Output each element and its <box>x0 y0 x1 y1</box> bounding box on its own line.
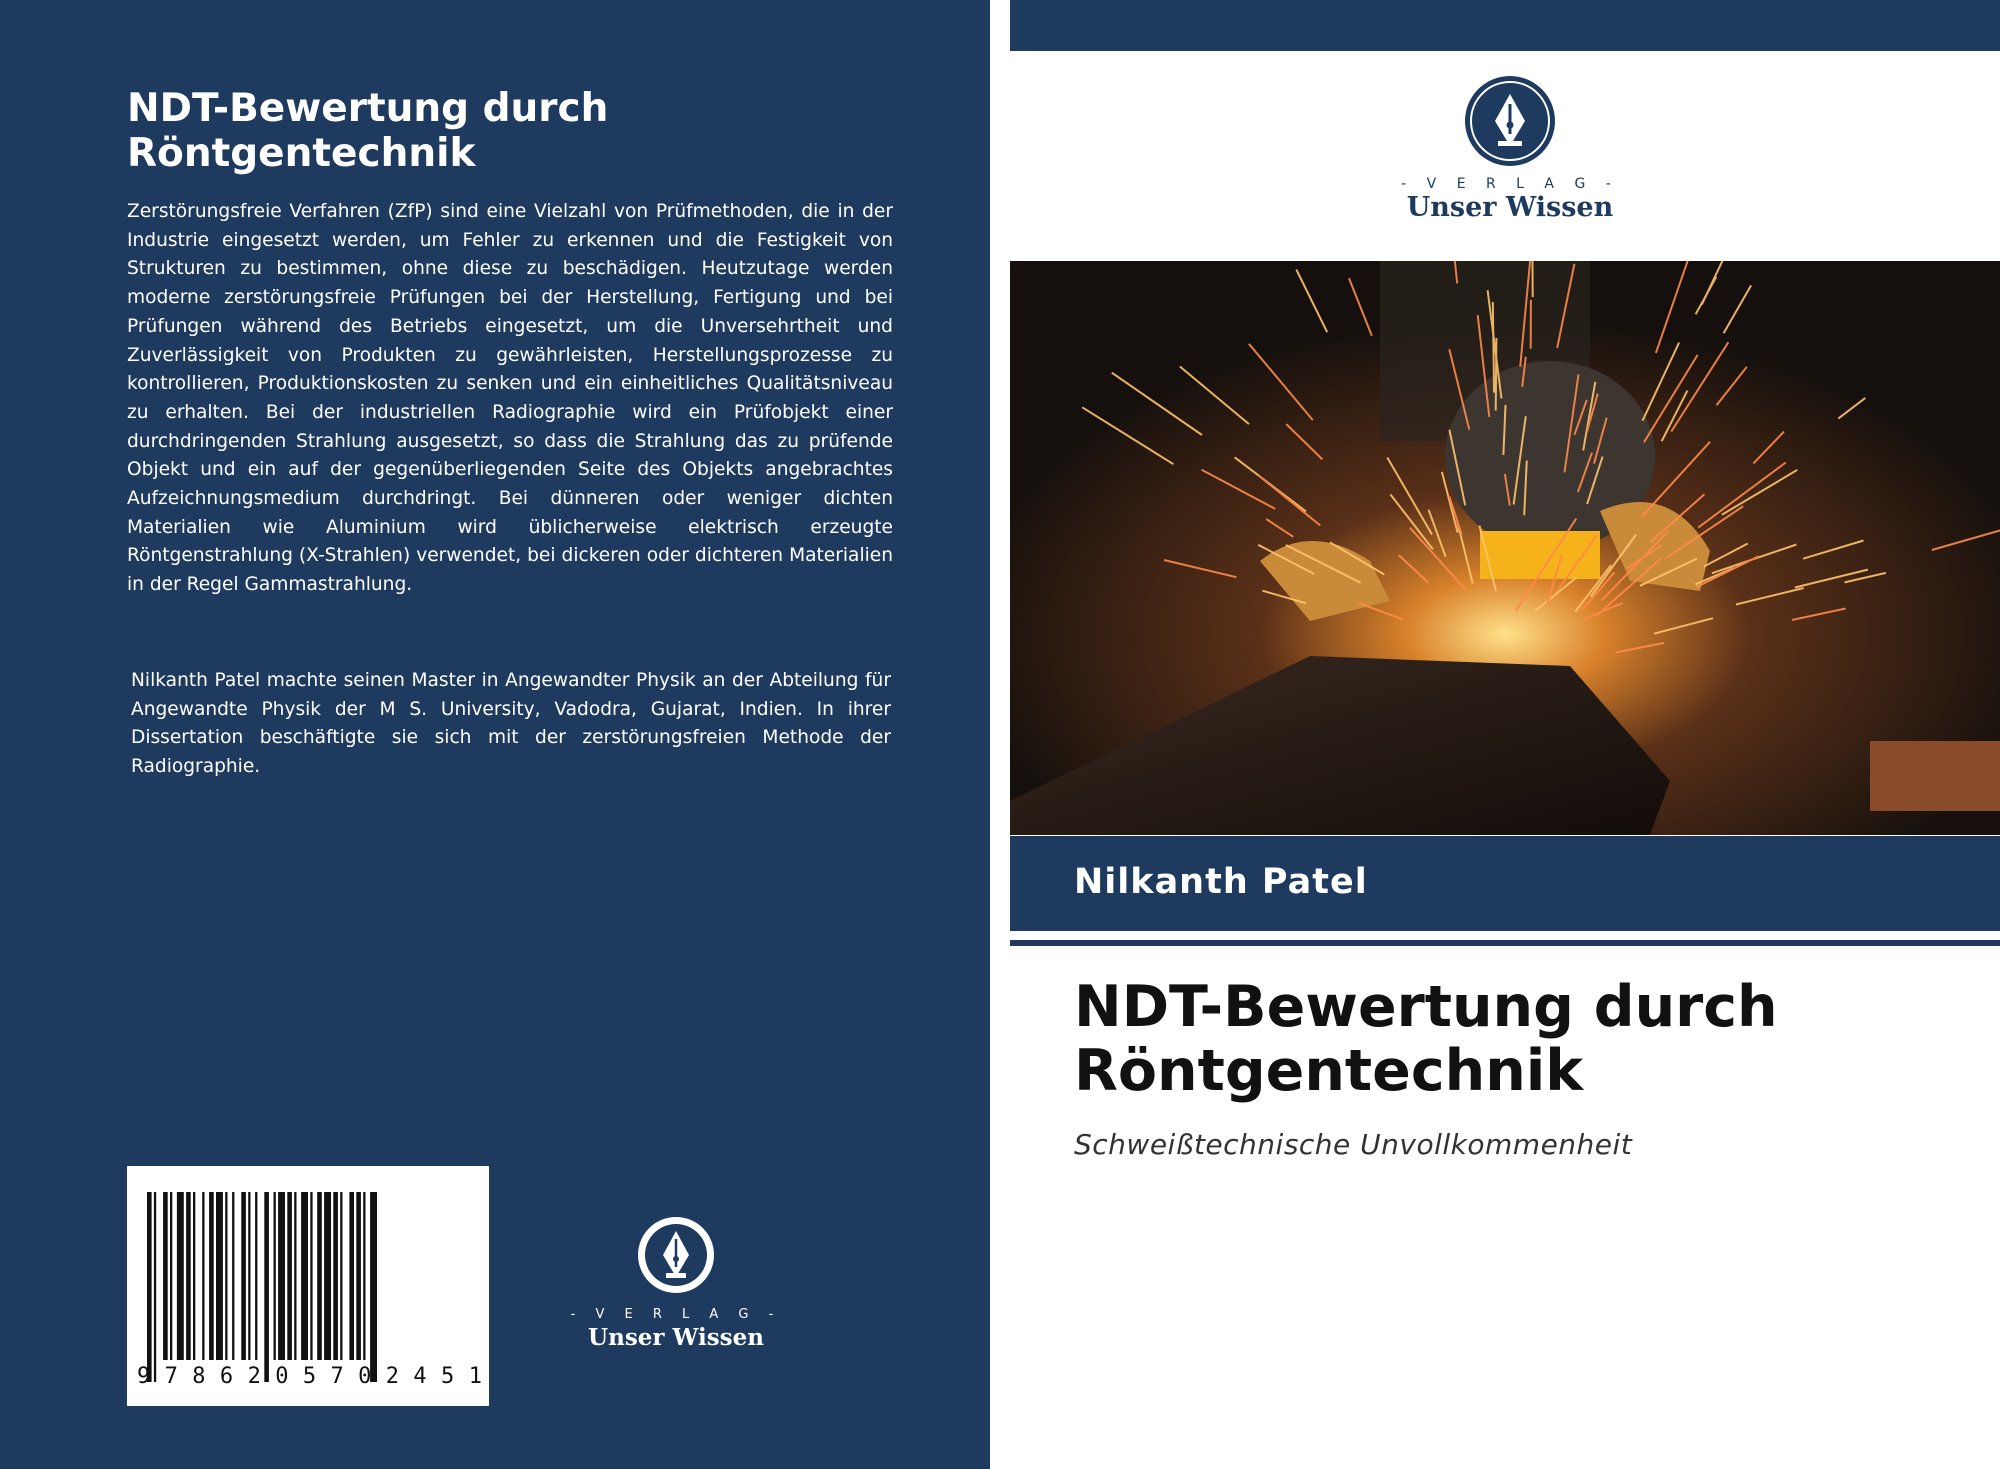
welder-sparks-image <box>1010 261 2000 835</box>
spine-gap <box>990 0 1010 1469</box>
isbn-digit: 6 <box>219 1364 234 1389</box>
isbn-digit: 9 <box>137 1364 151 1389</box>
back-publisher-logo <box>570 1215 782 1351</box>
isbn-digit: 7 <box>164 1364 178 1389</box>
author-bio: Nilkanth Patel machte seinen Master in Angewandter Physik an der Abteilung für Angewandte Physik der M S. University, Vadodra, Gujarat, Indien. In ihrer Dissertation beschäftigte sie sich mit der zerstörungsfreien Methode der Radiographie. <box>131 670 891 778</box>
isbn-digit: 2 <box>247 1364 261 1389</box>
isbn-digit: 8 <box>192 1364 206 1389</box>
author-bar <box>1010 836 2000 931</box>
back-cover <box>0 0 990 1469</box>
isbn-digit: 0 <box>358 1364 372 1389</box>
isbn-digit: 5 <box>441 1364 455 1389</box>
back-cover-blurb: Zerstörungsfreie Verfahren (ZfP) sind eine Vielzahl von Prüfmethoden, die in der Industrie eingesetzt werden, um Fehler zu erkennen und die Festigkeit von Strukturen zu bestimmen, ohne diese zu beschädigen. Heutzutage werden moderne zerstörungsfreie Prüfungen bei der Herstellung, Fertigung und bei Prüfungen während des Betriebs eingesetzt, um die Unversehrtheit und Zuverlässigkeit von Produkten zu gewährleisten, Herstellungsprozesse zu kontrollieren, Produktionskosten zu senken und ein einheitliches Qualitätsniveau zu erhalten. Bei der industriellen Radiographie wird ein Prüfobjekt einer durchdringenden Strahlung ausgesetzt, so dass die Strahlung das zu prüfende Objekt und ein auf der gegenüberliegenden Seite des Objekts angebrachtes Aufzeichnungsmedium durchdringt. Bei dünneren oder weniger dichten Materialien wie Aluminium wird üblicherweise elektrisch erzeugte Röntgenstrahlung (X-Strahlen) verwendet, bei dickeren oder dichteren Materialien in der Regel Gammastrahlung. <box>127 201 893 596</box>
barcode-bars <box>147 1192 469 1382</box>
back-publisher-name: Unser Wissen <box>588 1324 764 1351</box>
front-publisher-verlag: - V E R L A G - <box>1401 176 1619 192</box>
back-publisher-verlag: - V E R L A G - <box>570 1307 782 1322</box>
isbn-digit: 4 <box>413 1364 427 1389</box>
isbn-digits <box>137 1364 482 1389</box>
front-cover-subtitle: Schweißtechnische Unvollkommenheit <box>1074 1128 1633 1161</box>
divider-rule <box>1010 940 2000 946</box>
front-publisher-name: Unser Wissen <box>1406 192 1614 223</box>
fountain-pen-nib-icon <box>1463 74 1557 168</box>
isbn-digit: 0 <box>275 1364 289 1389</box>
front-top-bar <box>1010 0 2000 51</box>
front-publisher-logo <box>1380 74 1640 223</box>
isbn-digit: 1 <box>468 1364 482 1389</box>
back-cover-title: NDT-Bewertung durch Röntgentechnik <box>127 86 609 176</box>
isbn-digit: 2 <box>385 1364 400 1389</box>
isbn-barcode <box>127 1166 489 1406</box>
isbn-digit: 7 <box>330 1364 344 1389</box>
isbn-digit: 5 <box>302 1364 317 1389</box>
fountain-pen-nib-icon <box>636 1215 716 1295</box>
author-name: Nilkanth Patel <box>1074 862 1368 902</box>
front-cover <box>1010 0 2000 1469</box>
front-cover-title: NDT-Bewertung durch Röntgentechnik <box>1074 974 1778 1104</box>
